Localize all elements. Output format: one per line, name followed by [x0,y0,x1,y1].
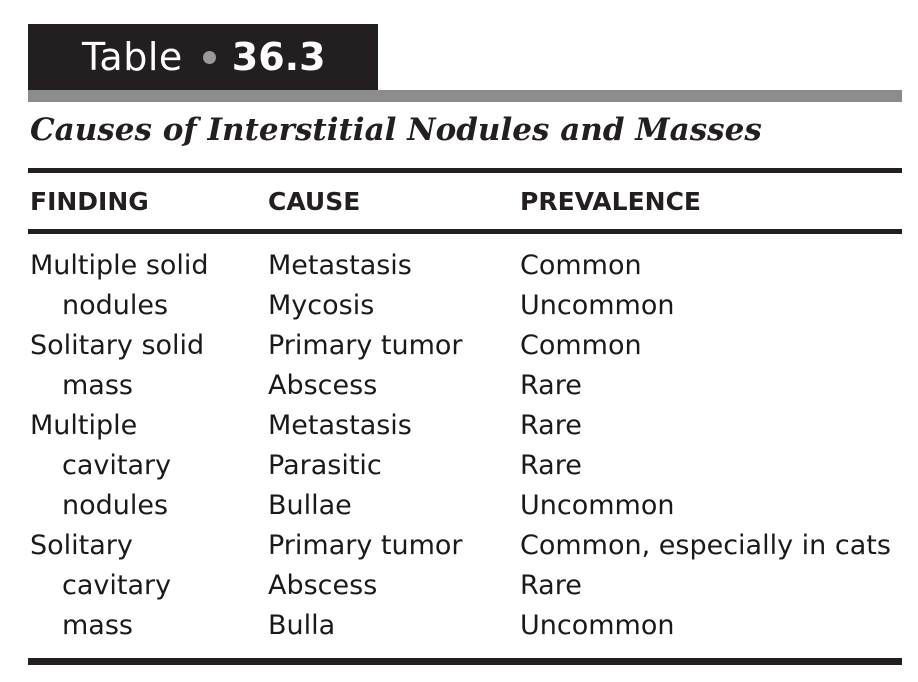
cell-cause: Bulla [268,610,336,641]
table-row [0,326,918,366]
cell-finding: cavitary [62,570,172,601]
table-row [0,526,918,566]
cell-cause: Primary tumor [268,530,463,561]
cell-prevalence: Uncommon [520,290,675,321]
cell-finding: nodules [62,490,169,521]
cell-finding: Multiple solid [30,250,209,281]
cell-prevalence: Common, especially in cats [520,530,891,561]
gray-rule [28,90,902,102]
cell-cause: Mycosis [268,290,375,321]
header-prevalence: PREVALENCE [520,187,702,216]
cell-prevalence: Uncommon [520,490,675,521]
table-row [0,406,918,446]
cell-cause: Metastasis [268,250,412,281]
cell-prevalence: Common [520,330,642,361]
cell-cause: Abscess [268,570,378,601]
cell-finding: Solitary solid [30,330,205,361]
table-row [0,486,918,526]
bullet-dot-icon [203,51,216,64]
table-row [0,286,918,326]
table-label-number: 36.3 [231,35,326,79]
table-row [0,446,918,486]
cell-prevalence: Common [520,250,642,281]
table-bottom-rule [28,658,902,665]
table-body [0,246,918,646]
header-finding: FINDING [30,187,149,216]
cell-finding: mass [62,610,133,641]
cell-finding: Multiple [30,410,138,441]
table-row [0,366,918,406]
cell-prevalence: Rare [520,410,582,441]
table-label-word: Table [82,35,183,79]
cell-cause: Metastasis [268,410,412,441]
table-label [28,24,378,90]
cell-finding: Solitary [30,530,133,561]
table-row [0,566,918,606]
table-row [0,246,918,286]
cell-prevalence: Uncommon [520,610,675,641]
table-title: Causes of Interstitial Nodules and Masses [30,112,762,148]
cell-prevalence: Rare [520,370,582,401]
cell-prevalence: Rare [520,570,582,601]
cell-cause: Parasitic [268,450,382,481]
cell-cause: Abscess [268,370,378,401]
header-cause: CAUSE [268,187,361,216]
cell-cause: Bullae [268,490,352,521]
table-row [0,606,918,646]
header-rule [28,229,902,234]
cell-finding: nodules [62,290,169,321]
cell-cause: Primary tumor [268,330,463,361]
table-top-rule [28,168,902,173]
cell-finding: mass [62,370,133,401]
cell-prevalence: Rare [520,450,582,481]
cell-finding: cavitary [62,450,172,481]
